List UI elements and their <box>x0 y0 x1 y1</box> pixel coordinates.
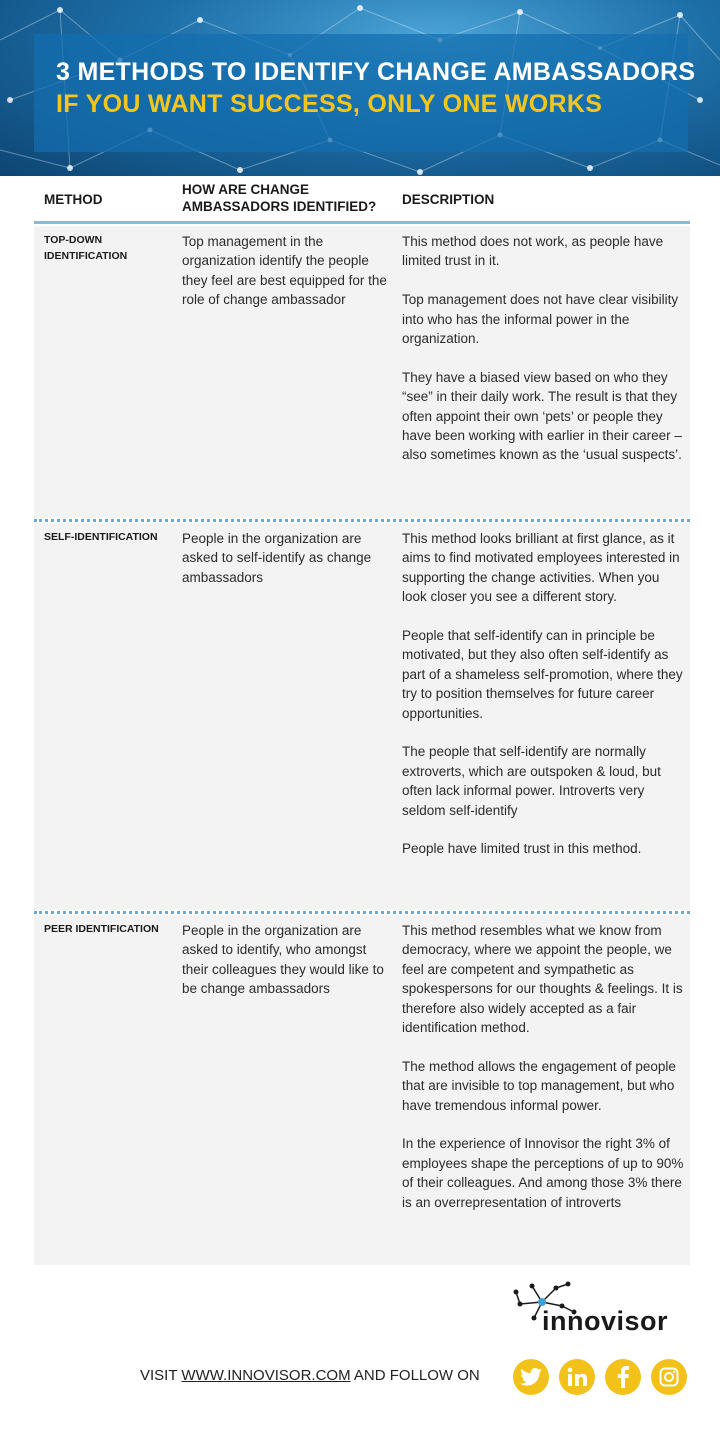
logo-text: innovisor <box>542 1306 669 1336</box>
row-divider <box>34 911 690 914</box>
description-paragraph: This method does not work, as people have limited trust in it. <box>402 234 664 269</box>
page-title: 3 METHODS TO IDENTIFY CHANGE AMBASSADORS <box>56 58 696 86</box>
description-cell <box>402 232 686 465</box>
table-header <box>34 176 690 220</box>
method-cell: TOP-DOWN IDENTIFICATION <box>44 234 128 262</box>
description-cell <box>402 921 686 1212</box>
twitter-icon[interactable] <box>513 1359 549 1395</box>
how-cell: People in the organization are asked to self-identify as change ambassadors <box>182 531 372 585</box>
row-divider <box>34 519 690 522</box>
method-cell: SELF-IDENTIFICATION <box>44 531 158 543</box>
table-row <box>34 915 690 1265</box>
title-box <box>34 34 696 152</box>
how-cell: People in the organization are asked to identify, who amongst their colleagues they would like to be change ambassadors <box>182 923 384 997</box>
description-paragraph: People have limited trust in this method. <box>402 841 642 857</box>
column-header-description: DESCRIPTION <box>402 192 495 207</box>
method-cell: PEER IDENTIFICATION <box>44 923 159 935</box>
table-row <box>34 523 690 910</box>
visit-prefix: VISIT <box>140 1367 182 1384</box>
visit-suffix: AND FOLLOW ON <box>350 1367 480 1384</box>
description-paragraph: In the experience of Innovisor the right 3% of employees shape the perceptions of up to 90% of their colleagues. And among those 3% there is an overrepresentation of introverts <box>402 1136 684 1210</box>
innovisor-logo <box>512 1280 682 1340</box>
description-paragraph: This method resembles what we know from democracy, where we appoint the people, we feel are competent and sympathetic as spokespersons for our thoughts & feelings. It is therefore also widely accepted as a fair identification method. <box>402 923 683 1036</box>
instagram-icon[interactable] <box>651 1359 687 1395</box>
linkedin-icon[interactable] <box>559 1359 595 1395</box>
description-paragraph: The method allows the engagement of people that are invisible to top management, but who have tremendous informal power. <box>402 1058 676 1113</box>
how-cell: Top management in the organization identify the people they feel are best equipped for the role of change ambassador <box>182 234 387 308</box>
description-cell <box>402 529 686 859</box>
facebook-icon[interactable] <box>605 1359 641 1395</box>
footer-visit-text <box>140 1367 480 1384</box>
description-paragraph: Top management does not have clear visibility into who has the informal power in the organization. <box>402 292 679 347</box>
header-divider <box>34 221 690 224</box>
column-header-how: HOW ARE CHANGE AMBASSADORS IDENTIFIED? <box>182 182 377 214</box>
description-paragraph: They have a biased view based on who they “see” in their daily work. The result is that they often appoint their own ‘pets’ or people they have been working with earlier in their career – also sometimes known as the ‘usual suspects’. <box>402 369 682 463</box>
description-paragraph: The people that self-identify are normally extroverts, which are outspoken & loud, but often lack informal power. Introverts very seldom self-identify <box>402 744 661 818</box>
header-banner <box>0 0 720 176</box>
table-row <box>34 226 690 518</box>
description-paragraph: This method looks brilliant at first glance, as it aims to find motivated employees interested in supporting the change activities. When you look closer you see a different story. <box>402 531 680 605</box>
page-subtitle: IF YOU WANT SUCCESS, ONLY ONE WORKS <box>56 90 603 118</box>
description-paragraph: People that self-identify can in principle be motivated, but they also often self-identify as part of a shameless self-promotion, where they try to position themselves for future career opportunities. <box>402 628 683 721</box>
column-header-method: METHOD <box>44 192 103 207</box>
website-link[interactable]: WWW.INNOVISOR.COM <box>181 1367 351 1384</box>
